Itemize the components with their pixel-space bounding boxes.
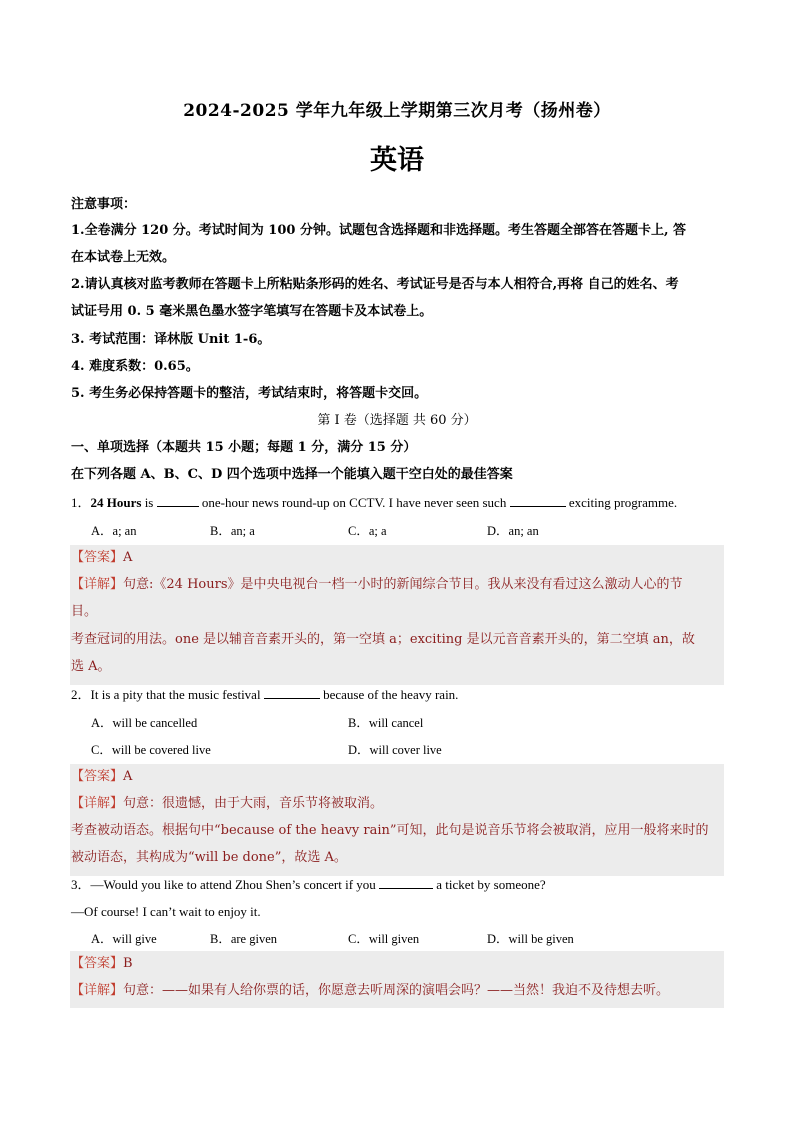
q3-answer: 【答案】B [71, 956, 133, 971]
q1-option-a: A．a; an [91, 524, 137, 538]
q2-option-a: A．will be cancelled [91, 716, 198, 730]
q2-option-b: B．will cancel [348, 716, 424, 730]
q3-option-c: C．will given [348, 932, 420, 946]
q3-detail-1: 【详解】句意：——如果有人给你票的话，你愿意去听周深的演唱会吗？——当然！我迫不及待想去听。 [71, 983, 670, 998]
q1-option-d: D．an; an [487, 524, 539, 538]
q2-option-d: D．will cover live [348, 743, 442, 757]
question-1-stem: 1．24 Hours is one-hour news round-up on CCTV. I have never seen such exciting programme. [71, 495, 678, 510]
q1-option-b: B．an; a [210, 524, 255, 538]
notice-heading: 注意事项： [71, 197, 137, 212]
q1-answer: 【答案】A [71, 550, 133, 565]
notice-item-2b: 试证号用 0. 5 毫米黑色墨水签字笔填写在答题卡及本试卷上。 [71, 304, 433, 319]
blank [264, 686, 320, 699]
q2-option-c: C．will be covered live [91, 743, 211, 757]
volume-heading: 第 I 卷（选择题 共 60 分） [317, 413, 477, 428]
q1-detail-3: 考查冠词的用法。one 是以辅音音素开头的，第一空填 a；exciting 是以元音音素开头的，第二空填 an，故 [71, 632, 695, 647]
blank [510, 494, 566, 507]
q2-answer: 【答案】A [71, 769, 133, 784]
q3-option-a: A．will give [91, 932, 157, 946]
instruction: 在下列各题 A、B、C、D 四个选项中选择一个能填入题干空白处的最佳答案 [71, 467, 513, 482]
q3-option-d: D．will be given [487, 932, 574, 946]
notice-item-5: 5. 考生务必保持答题卡的整洁，考试结束时，将答题卡交回。 [71, 386, 428, 401]
q1-detail-2: 目。 [71, 604, 98, 619]
q1-detail-1: 【详解】句意:《24 Hours》是中央电视台一档一小时的新闻综合节目。我从来没有看过这么激动人心的节 [71, 577, 683, 592]
question-2-stem: 2．It is a pity that the music festival because of the heavy rain. [71, 687, 459, 702]
q1-option-c: C．a; a [348, 524, 387, 538]
notice-item-1b: 在本试卷上无效。 [71, 250, 176, 265]
q2-detail-3: 被动语态，其构成为“will be done”，故选 A。 [71, 850, 347, 865]
blank [157, 494, 199, 507]
q2-detail-1: 【详解】句意：很遗憾，由于大雨，音乐节将被取消。 [71, 796, 384, 811]
notice-item-2a: 2.请认真核对监考教师在答题卡上所粘贴条形码的姓名、考试证号是否与本人相符合,再将 自己的姓名、考 [71, 277, 679, 292]
exam-title: 2024-2025 学年九年级上学期第三次月考（扬州卷） [183, 101, 611, 121]
notice-item-4: 4. 难度系数：0.65。 [71, 359, 199, 374]
question-3-reply: —Of course! I can’t wait to enjoy it. [71, 904, 261, 919]
part-heading: 一、单项选择（本题共 15 小题；每题 1 分，满分 15 分） [71, 440, 417, 455]
question-3-stem: 3．—Would you like to attend Zhou Shen’s concert if you a ticket by someone? [71, 877, 546, 892]
notice-item-1a: 1.全卷满分 120 分。考试时间为 100 分钟。试题包含选择题和非选择题。考生答题全部答在答题卡上, 答 [71, 223, 686, 238]
q2-detail-2: 考查被动语态。根据句中“because of the heavy rain”可知，此句是说音乐节将会被取消，应用一般将来时的 [71, 823, 709, 838]
q1-detail-4: 选 A。 [71, 659, 111, 674]
q1-answer-box [70, 545, 724, 685]
q3-option-b: B．are given [210, 932, 277, 946]
notice-item-3: 3. 考试范围：译林版 Unit 1-6。 [71, 332, 271, 347]
blank [379, 876, 433, 889]
subject-title: 英语 [370, 145, 424, 176]
